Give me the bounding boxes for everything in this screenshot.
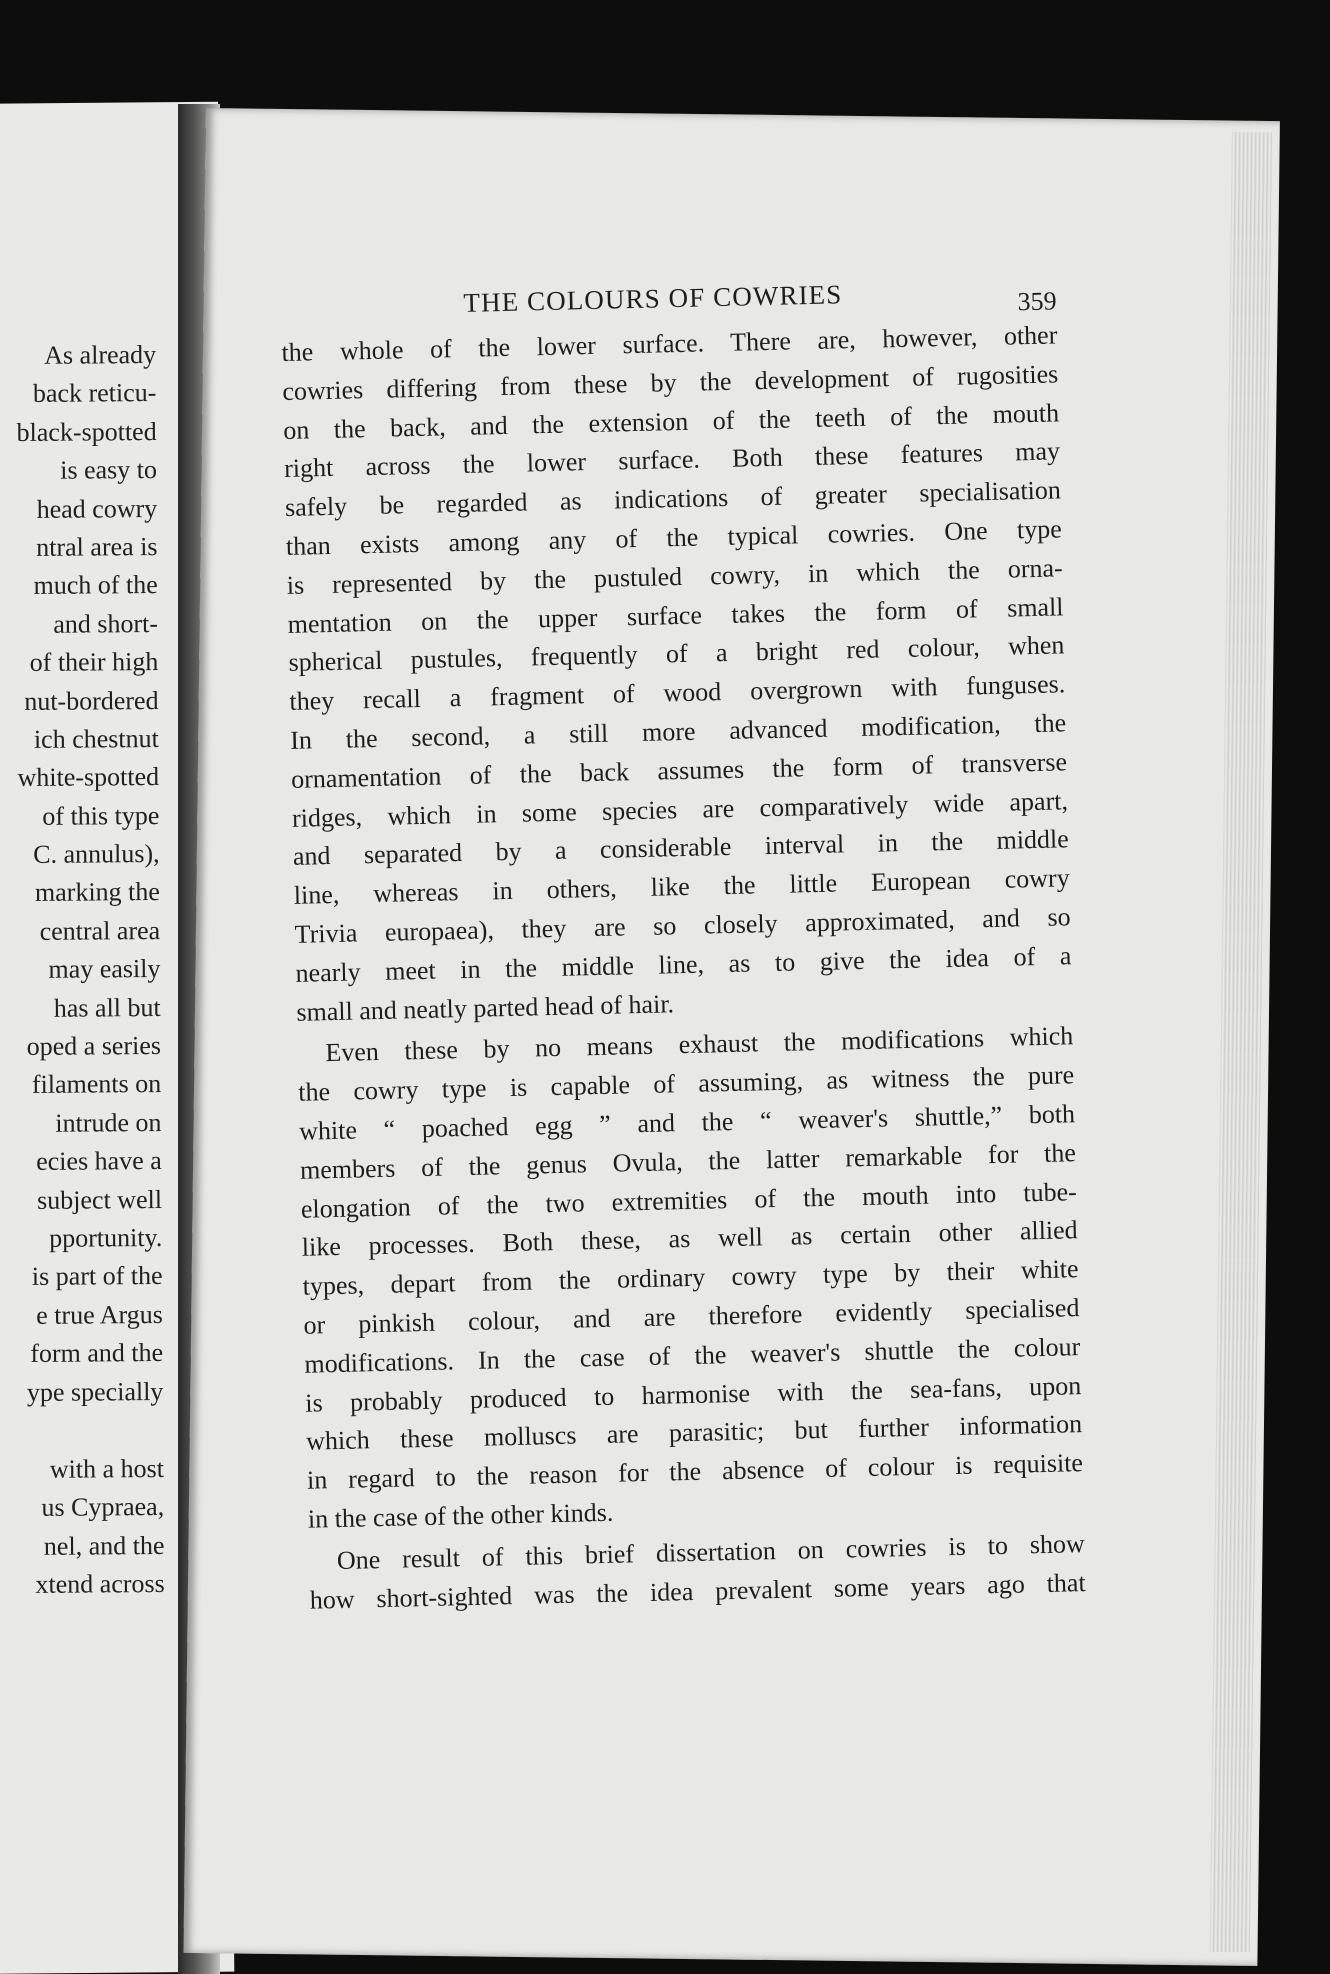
text-line: safely be regarded as indications of greater specialisation: [284, 475, 1062, 523]
left-fragment-line: of this type: [42, 800, 160, 831]
left-fragment-line: black-spotted: [16, 416, 157, 447]
text-line: white “ poached egg ” and the “ weaver's shuttle,” both: [298, 1099, 1076, 1146]
text-line: is probably produced to harmonise with the sea-fans, upon: [305, 1370, 1082, 1418]
text-line: mentation on the upper surface takes the form of small: [287, 591, 1064, 639]
text-line: they recall a fragment of wood overgrown with funguses.: [289, 669, 1066, 717]
paragraph: [297, 1018, 1084, 1540]
text-line: nearly meet in the middle line, as to give the idea of a: [295, 940, 1072, 988]
text-line: elongation of the two extremities of the mouth into tube-: [300, 1176, 1078, 1224]
text-line: types, depart from the ordinary cowry type by their white: [302, 1254, 1079, 1301]
left-fragment-line: central area: [39, 915, 161, 946]
body-text: [281, 316, 1086, 1620]
left-fragment-line: back reticu-: [32, 378, 157, 409]
left-fragment-line: intrude on: [55, 1107, 162, 1138]
left-fragment-line: ich chestnut: [33, 723, 159, 754]
left-fragment-line: may easily: [48, 954, 161, 985]
text-line: small and neatly parted head of hair.: [296, 988, 675, 1027]
left-fragment-line: filaments on: [31, 1069, 162, 1100]
text-line: how short-sighted was the idea prevalent some years ago that: [309, 1567, 1086, 1615]
text-line: members of the genus Ovula, the latter remarkable for the: [299, 1137, 1077, 1185]
text-line: spherical pustules, frequently of a bright red colour, when: [288, 630, 1065, 678]
left-fragment-line: marking the: [34, 877, 160, 908]
left-fragment-line: oped a series: [26, 1031, 162, 1061]
left-fragment-line: nel, and the: [43, 1530, 165, 1561]
text-line: or pinkish colour, and are therefore evidently specialised: [303, 1293, 1080, 1340]
left-fragment-line: pportunity.: [49, 1222, 163, 1253]
left-fragment-line: is easy to: [60, 455, 158, 485]
left-fragment-line: [8, 1411, 164, 1451]
left-fragment-line: white-spotted: [17, 762, 160, 793]
left-fragment-line: C. annulus),: [33, 839, 160, 869]
left-fragment-line: is part of the: [31, 1261, 163, 1292]
page-content: [280, 268, 1086, 1620]
left-fragment-line: nut-bordered: [24, 685, 159, 716]
text-line: ridges, which in some species are comparatively wide apart,: [291, 785, 1069, 833]
text-line: is represented by the pustuled cowry, in which the orna-: [286, 553, 1063, 600]
text-line: like processes. Both these, as well as certain other allied: [301, 1215, 1078, 1263]
text-line: on the back, and the extension of the teeth of the mouth: [282, 397, 1060, 445]
left-fragment-line: us Cypraea,: [41, 1492, 165, 1523]
left-fragment-line: has all but: [53, 992, 161, 1023]
left-fragment-line: e true Argus: [36, 1299, 163, 1330]
page-number: 359: [1017, 286, 1057, 317]
left-fragment-line: head cowry: [36, 493, 158, 524]
left-fragment-line: ecies have a: [36, 1146, 162, 1177]
text-line: ornamentation of the back assumes the form of transverse: [290, 747, 1068, 794]
text-line: Even these by no means exhaust the modifications which: [325, 1021, 1074, 1068]
text-line: In the second, a still more advanced modification, the: [289, 708, 1067, 755]
left-fragment-line: ype specially: [26, 1376, 164, 1407]
text-line: and separated by a considerable interval in the middle: [292, 824, 1070, 872]
left-fragment-line: of their high: [29, 647, 159, 678]
paragraph: [281, 316, 1073, 1032]
left-fragment-line: form and the: [30, 1338, 164, 1369]
text-line: right across the lower surface. Both these features may: [283, 436, 1061, 484]
text-line: cowries differing from these by the development of rugosities: [282, 359, 1059, 406]
text-line: Trivia europaea), they are so closely approximated, and so: [294, 902, 1071, 949]
left-fragment-line: xtend across: [35, 1569, 165, 1599]
text-line: One result of this brief dissertation on cowries is to show: [336, 1528, 1086, 1575]
left-fragment-line: ntral area is: [36, 531, 158, 562]
left-fragment-line: subject well: [37, 1184, 163, 1215]
text-line: modifications. In the case of the weaver's shuttle the colour: [304, 1331, 1081, 1379]
text-line: the whole of the lower surface. There are, however, other: [281, 320, 1058, 367]
left-fragment-line: As already: [44, 339, 157, 370]
text-line: the cowry type is capable of assuming, as witness the pure: [297, 1060, 1075, 1107]
text-line: in regard to the reason for the absence of colour is requisite: [306, 1448, 1084, 1495]
running-head-title: THE COLOURS OF COWRIES: [463, 279, 843, 318]
left-page-text-fragments: [0, 336, 165, 1605]
left-fragment-line: with a host: [49, 1453, 165, 1484]
text-line: which these molluscs are parasitic; but further information: [305, 1409, 1083, 1457]
text-line: line, whereas in others, like the little European cowry: [293, 863, 1070, 910]
text-line: than exists among any of the typical cowries. One type: [285, 514, 1063, 561]
text-line: in the case of the other kinds.: [307, 1497, 614, 1534]
left-fragment-line: much of the: [33, 570, 158, 601]
left-fragment-line: and short-: [53, 608, 159, 639]
